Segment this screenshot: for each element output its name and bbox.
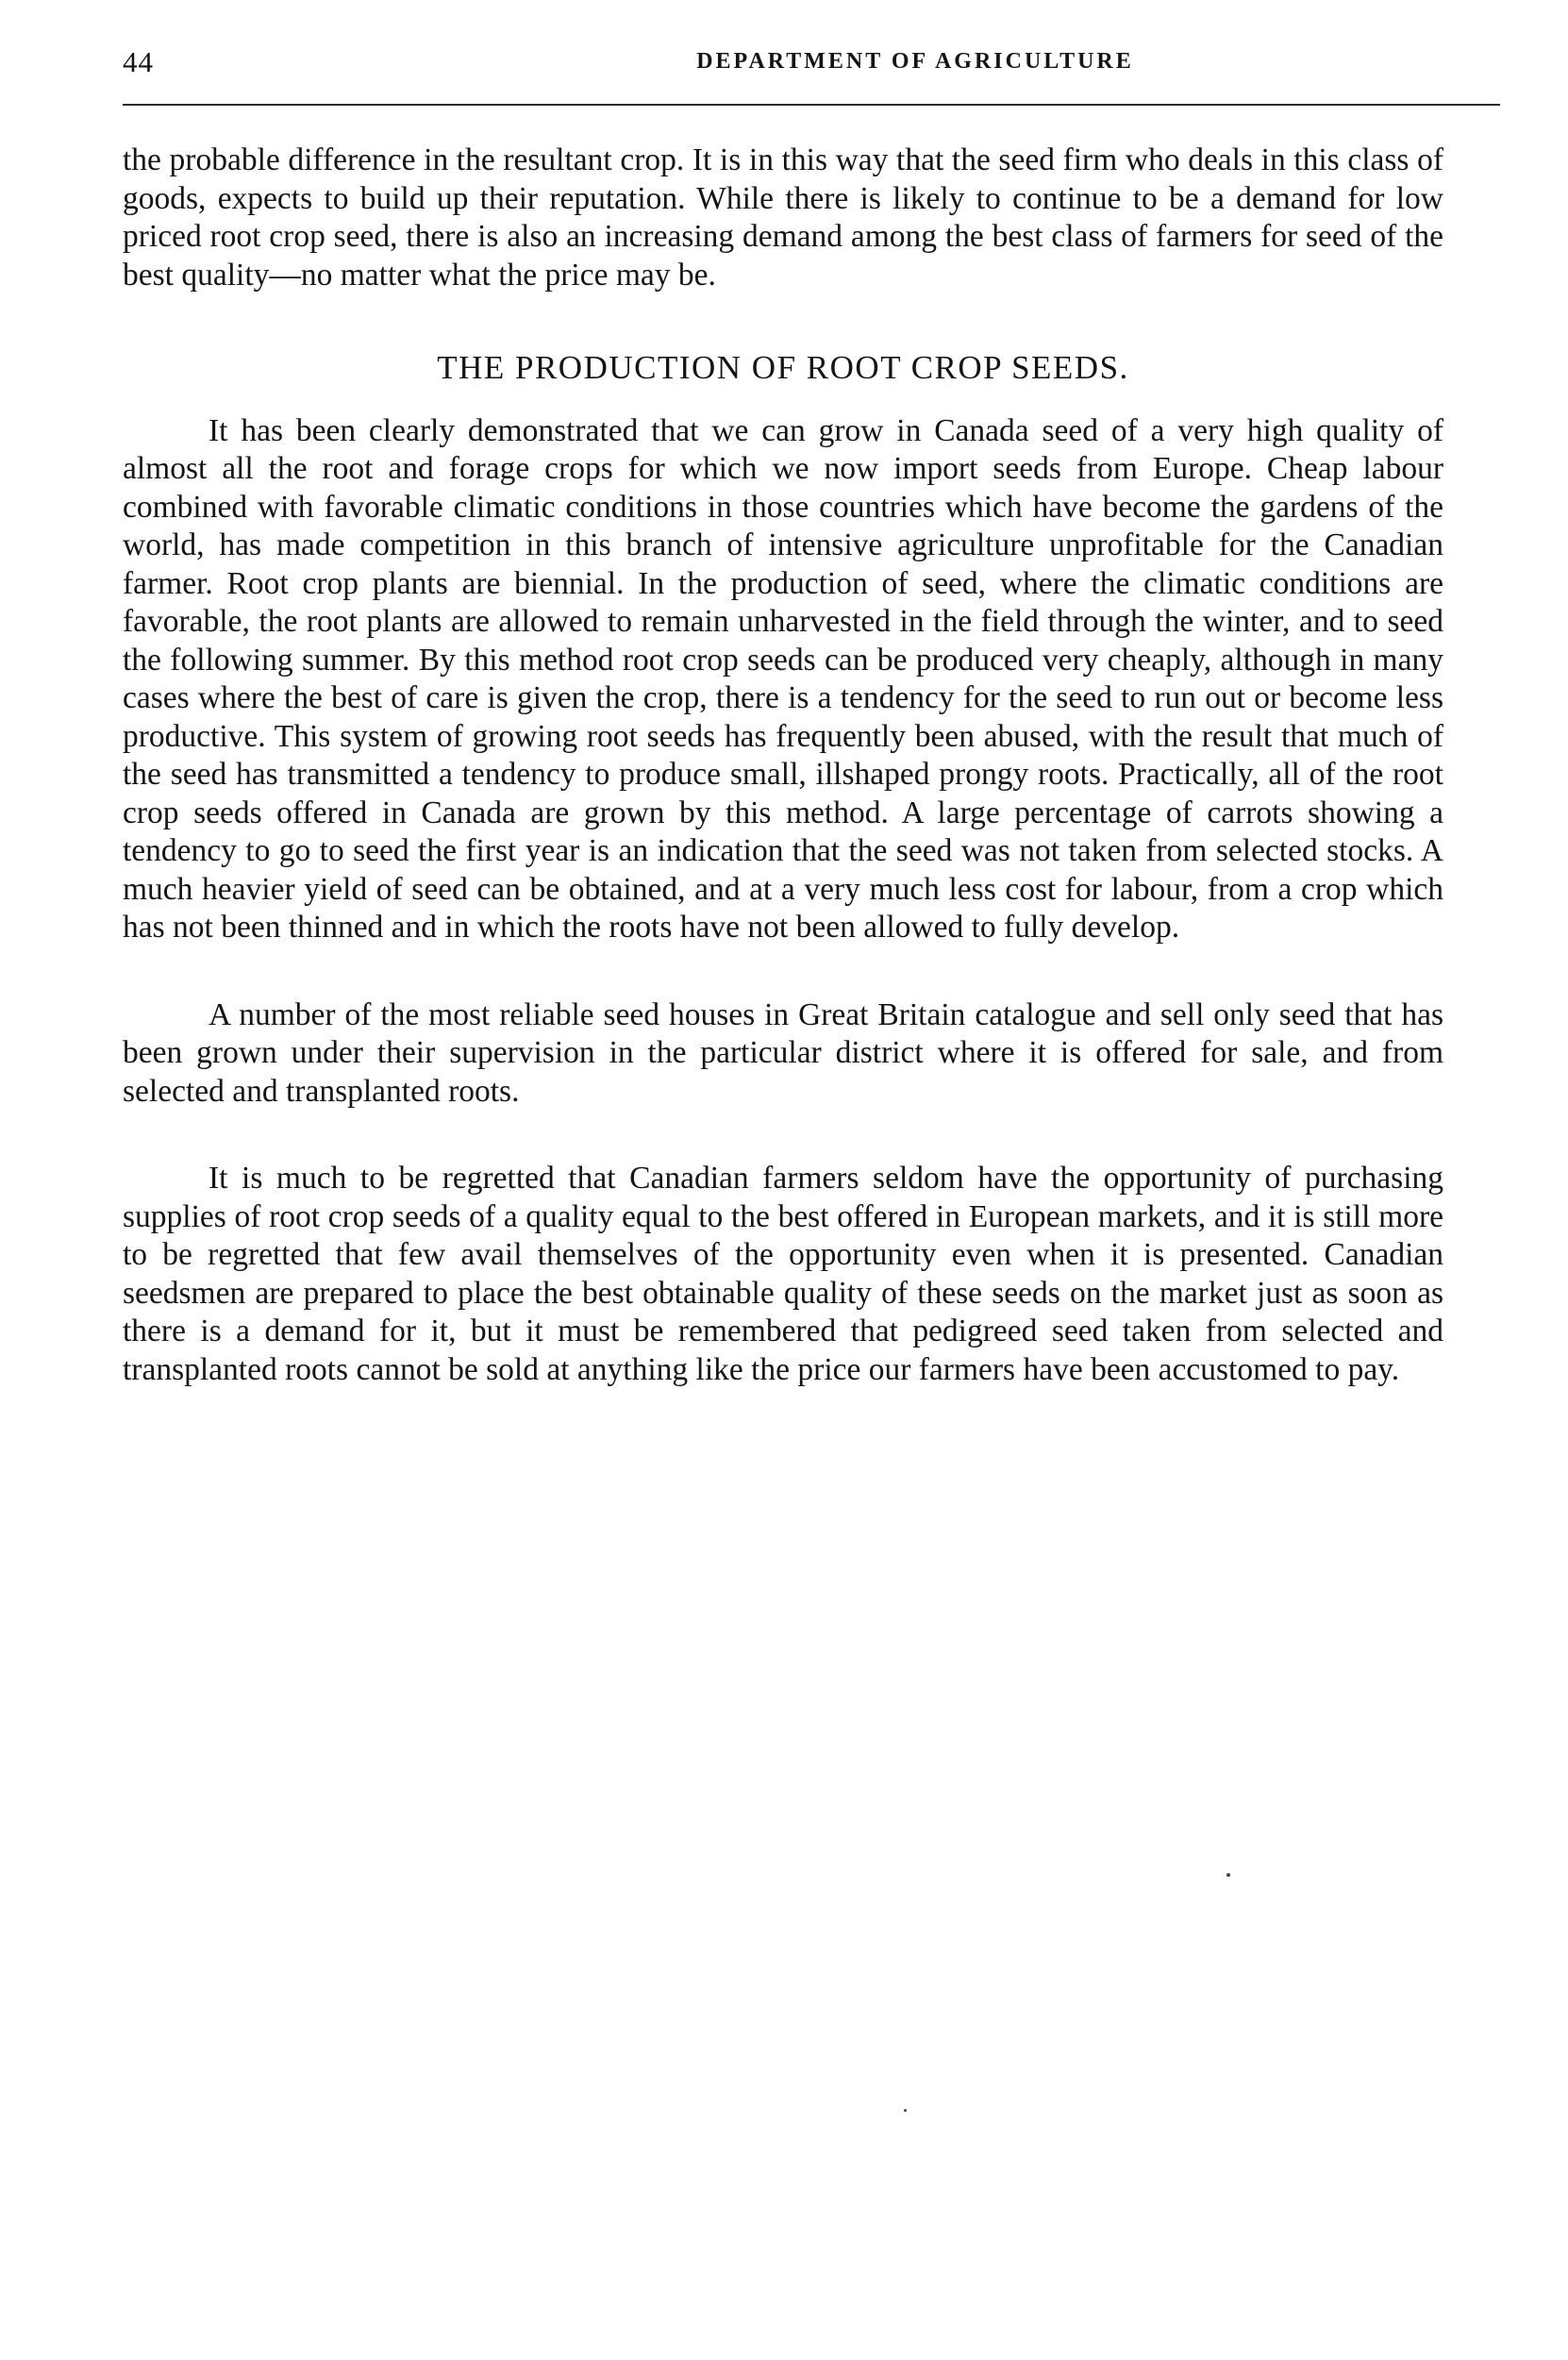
scan-speck [1226, 1873, 1230, 1877]
header-rule [123, 104, 1500, 106]
scan-speck [904, 2109, 907, 2112]
paragraph-seed-houses: A number of the most reliable seed houses in Great Britain catalogue and sell only seed that has been grown under their supervision in the particular district where it is offered for sale, and from selected and transplanted roots. [123, 996, 1443, 1109]
running-title: DEPARTMENT OF AGRICULTURE [696, 49, 1134, 74]
page-number: 44 [123, 45, 154, 78]
paragraph-continued: the probable difference in the resultant crop. It is in this way that the seed firm who deals in this class of goods, expects to build up their reputation. While there is likely to continue to be a demand for low priced root crop seed, there is also an increasing demand among the best class of farmers for seed of the best quality—no matter what the price may be. [123, 142, 1443, 293]
paragraph-spacer [123, 1111, 1443, 1160]
running-head [123, 45, 1500, 83]
section-heading: THE PRODUCTION OF ROOT CROP SEEDS. [437, 349, 1129, 386]
paragraph-spacer [123, 947, 1443, 996]
paragraph-canadian-farmers: It is much to be regretted that Canadian farmers seldom have the opportunity of purchasing supplies of root crop seeds of a quality equal to the best offered in European markets, and it is still more to be regretted that few avail themselves of the opportunity even when it is presented. Canadian seedsmen are prepared to place the best obtainable quality of these seeds on the market just as soon as there is a demand for it, but it must be remembered that pedigreed seed taken from selected and transplanted roots cannot be sold at anything like the price our farmers have been accustomed to pay. [123, 1161, 1443, 1387]
body-text [123, 142, 1443, 1389]
paragraph-production: It has been clearly demonstrated that we can grow in Canada seed of a very high quality of almost all the root and forage crops for which we now import seeds from Europe. Cheap labour combined with favorable climatic conditions in those countries which have become the gardens of the world, has made competition in this branch of intensive agriculture unprofitable for the Canadian farmer. Root crop plants are biennial. In the production of seed, where the climatic conditions are favorable, the root plants are allowed to remain unharvested in the field through the winter, and to seed the following summer. By this method root crop seeds can be produced very cheaply, although in many cases where the best of care is given the crop, there is a tendency for the seed to run out or become less productive. This system of growing root seeds has frequently been abused, with the result that much of the seed has transmitted a tendency to produce small, illshaped prongy roots. Practically, all of the root crop seeds offered in Canada are grown by this method. A large percentage of carrots showing a tendency to go to seed the first year is an indication that the seed was not taken from selected stocks. A much heavier yield of seed can be obtained, and at a very much less cost for labour, from a crop which has not been thinned and in which the roots have not been allowed to fully develop. [123, 412, 1443, 945]
